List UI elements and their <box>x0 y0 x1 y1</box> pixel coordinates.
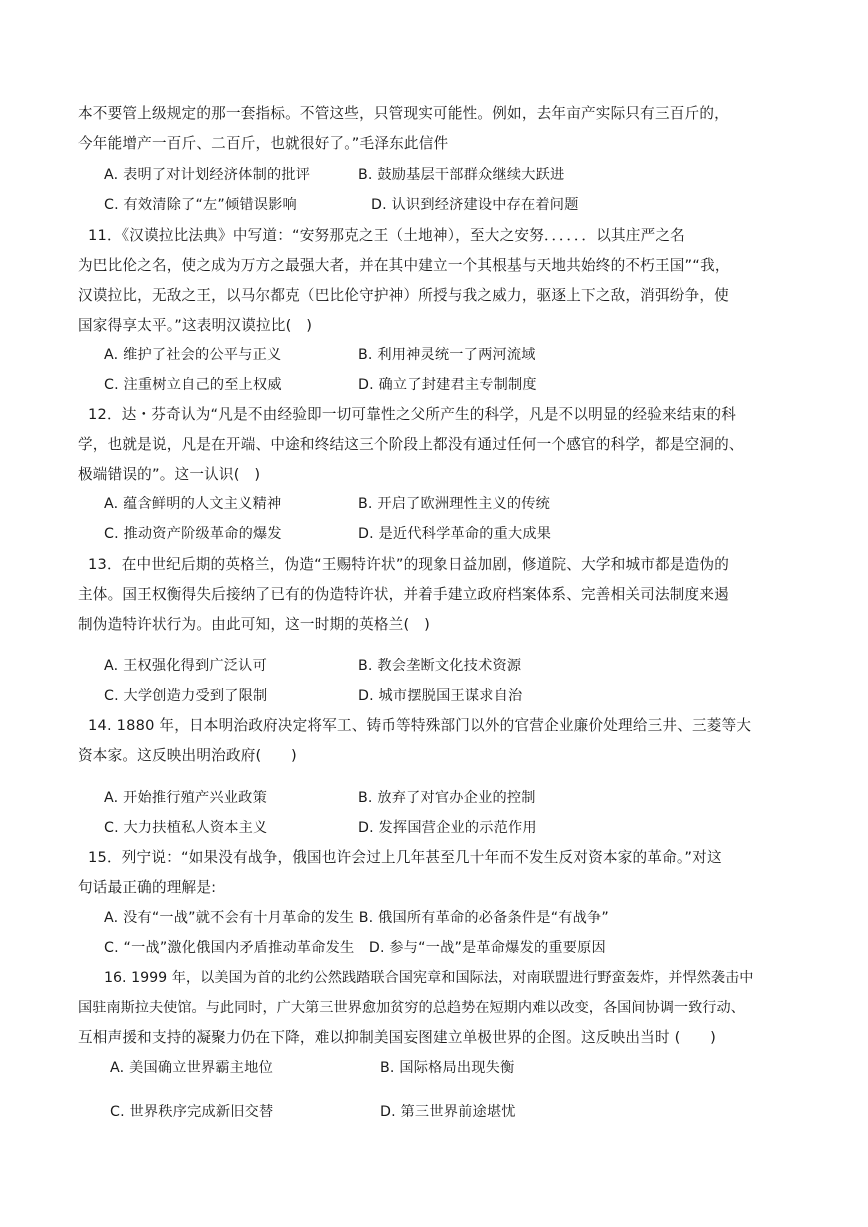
q11-stem-line-4: 国家得享太平。”这表明汉谟拉比( ) <box>78 317 313 334</box>
q12-stem-line-3: 极端错误的”。这一认识( ) <box>78 466 261 483</box>
q16-option-d: D. 第三世界前途堪忧 <box>380 1104 516 1120</box>
q16-stem-line-2: 国驻南斯拉夫使馆。与此同时，广大第三世界愈加贫穷的总趋势在短期内难以改变，各国间协调一致行动、 <box>78 1000 745 1016</box>
q11-option-c: C. 注重树立自己的至上权威 <box>104 377 282 393</box>
q11-option-d: D. 确立了封建君主专制制度 <box>358 377 537 393</box>
q12-option-c: C. 推动资产阶级革命的爆发 <box>104 526 282 542</box>
q14-stem-line-2: 资本家。这反映出明治政府( ) <box>78 747 297 764</box>
q10-option-a: A. 表明了对计划经济体制的批评 <box>104 167 311 183</box>
q12-option-b: B. 开启了欧洲理性主义的传统 <box>358 496 551 512</box>
q13-option-d: D. 城市摆脱国王谋求自治 <box>358 688 523 704</box>
q16-stem-line-3: 互相声援和支持的凝聚力仍在下降，难以抑制美国妄图建立单极世界的企图。这反映出当时 ( ) <box>78 1029 716 1046</box>
q13-stem-line-1: 13．在中世纪后期的英格兰，伪造“王赐特许状”的现象日益加剧，修道院、大学和城市都是造伪的 <box>88 556 730 573</box>
q15-stem-line-1: 15．列宁说：“如果没有战争，俄国也许会过上几年甚至几十年而不发生反对资本家的革命。”对这 <box>88 849 722 866</box>
q15-options-cd: C. “一战”激化俄国内矛盾推动革命发生 D. 参与“一战”是革命爆发的重要原因 <box>104 940 606 956</box>
q16-option-c: C. 世界秩序完成新旧交替 <box>110 1104 274 1120</box>
q10-option-b: B. 鼓励基层干部群众继续大跃进 <box>358 167 565 183</box>
q13-option-b: B. 教会垄断文化技术资源 <box>358 658 522 674</box>
q12-option-a: A. 蕴含鲜明的人文主义精神 <box>104 496 282 512</box>
q16-option-a: A. 美国确立世界霸主地位 <box>110 1060 273 1076</box>
q12-stem-line-1: 12．达・芬奇认为“凡是不由经验即一切可靠性之父所产生的科学，凡是不以明显的经验来结束的科 <box>88 406 737 423</box>
q14-option-c: C. 大力扶植私人资本主义 <box>104 820 268 836</box>
q11-option-b: B. 利用神灵统一了两河流域 <box>358 347 536 363</box>
q13-stem-line-2: 主体。国王权衡得失后接纳了已有的伪造特许状，并着手建立政府档案体系、完善相关司法制度来遏 <box>78 586 729 603</box>
q12-stem-line-2: 学，也就是说，凡是在开端、中途和终结这三个阶段上都没有通过任何一个感官的科学，都是空洞的、 <box>78 436 744 453</box>
q13-stem-line-3: 制伪造特许状行为。由此可知，这一时期的英格兰( ) <box>78 616 431 633</box>
q10-option-c: C. 有效清除了“左”倾错误影响 <box>104 197 297 213</box>
q11-stem-line-1: 11．《汉谟拉比法典》中写道：“安努那克之王（土地神），至大之安努．．．．．．以其庄严之名 <box>88 227 685 244</box>
q15-options-ab: A. 没有“一战”就不会有十月革命的发生 B. 俄国所有革命的必备条件是“有战争” <box>104 910 609 926</box>
q14-stem-line-1: 14. 1880 年，日本明治政府决定将军工、铸币等特殊部门以外的官营企业廉价处理给三井、三菱等大 <box>88 717 752 734</box>
q16-stem-line-1: 16. 1999 年，以美国为首的北约公然践踏联合国宪章和国际法，对南联盟进行野蛮轰炸，并悍然袭击中 <box>104 970 754 986</box>
q14-option-d: D. 发挥国营企业的示范作用 <box>358 820 537 836</box>
q10-text-line-1: 本不要管上级规定的那一套指标。不管这些，只管现实可能性。例如，去年亩产实际只有三百斤的， <box>78 105 729 122</box>
q11-stem-line-2: 为巴比伦之名，使之成为万方之最强大者，并在其中建立一个其根基与天地共始终的不朽王国”“我， <box>78 257 730 274</box>
q13-option-c: C. 大学创造力受到了限制 <box>104 688 268 704</box>
q10-option-d: D. 认识到经济建设中存在着问题 <box>371 197 579 213</box>
q11-option-a: A. 维护了社会的公平与正义 <box>104 347 282 363</box>
q12-option-d: D. 是近代科学革命的重大成果 <box>358 526 552 542</box>
q16-option-b: B. 国际格局出现失衡 <box>380 1060 515 1076</box>
q15-stem-line-2: 句话最正确的理解是: <box>78 879 217 896</box>
q14-option-a: A. 开始推行殖产兴业政策 <box>104 790 267 806</box>
q10-text-line-2: 今年能增产一百斤、二百斤，也就很好了。”毛泽东此信件 <box>78 135 449 152</box>
q11-stem-line-3: 汉谟拉比，无敌之王，以马尔都克（巴比伦守护神）所授与我之威力，驱逐上下之敌，消弭纷争，使 <box>78 287 729 304</box>
q14-option-b: B. 放弃了对官办企业的控制 <box>358 790 536 806</box>
q13-option-a: A. 王权强化得到广泛认可 <box>104 658 267 674</box>
